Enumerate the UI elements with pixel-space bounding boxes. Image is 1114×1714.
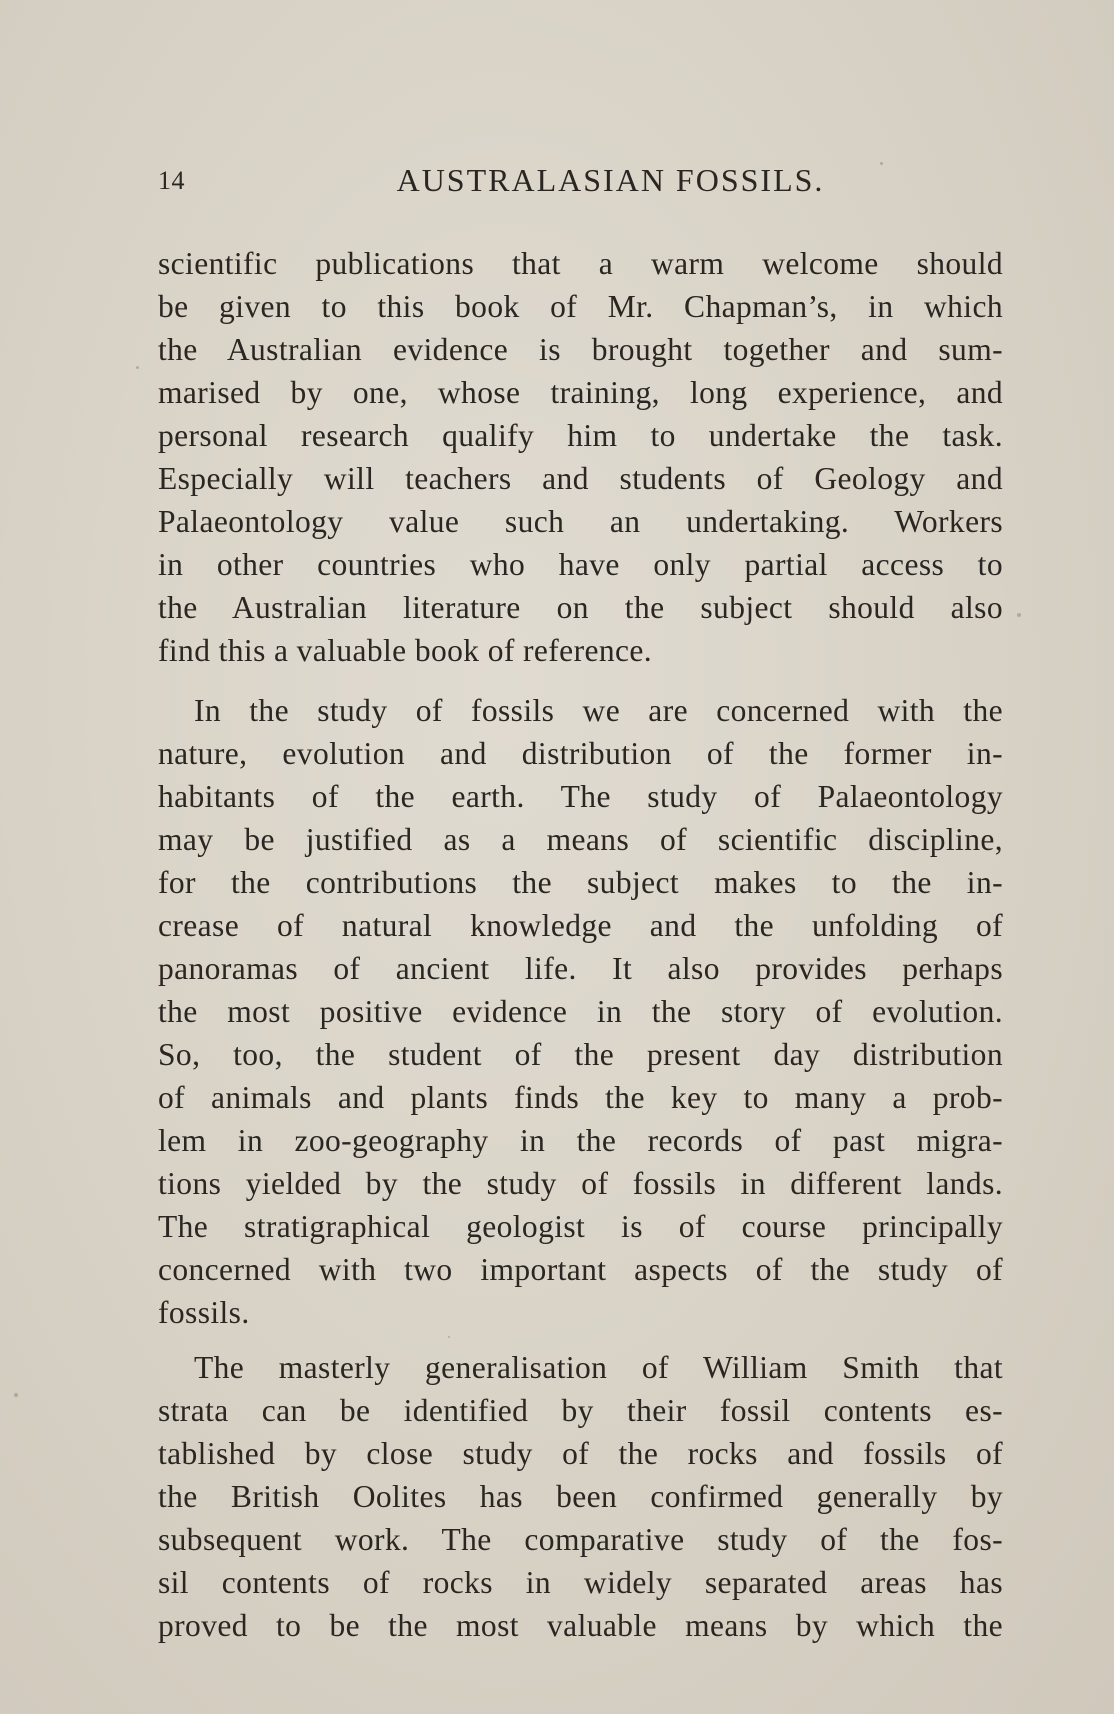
text-line: of animals and plants finds the key to many a prob- (158, 1080, 1003, 1115)
paragraph-3 (158, 1346, 1003, 1647)
text-line: in other countries who have only partial access to (158, 547, 1003, 582)
text-line: crease of natural knowledge and the unfolding of (158, 908, 1003, 943)
text-line: scientific publications that a warm welcome should (158, 246, 1003, 281)
body-text (158, 242, 1003, 1647)
text-line: tions yielded by the study of fossils in different lands. (158, 1166, 1003, 1201)
text-line: So, too, the student of the present day distribution (158, 1037, 1003, 1072)
text-line: the Australian evidence is brought together and sum- (158, 332, 1003, 367)
running-head (158, 162, 1003, 206)
text-line: nature, evolution and distribution of the former in- (158, 736, 1003, 771)
text-line: be given to this book of Mr. Chapman’s, in which (158, 289, 1003, 324)
page-number: 14 (158, 166, 185, 195)
text-line: for the contributions the subject makes to the in- (158, 865, 1003, 900)
text-line: the British Oolites has been confirmed generally by (158, 1479, 1003, 1514)
text-line: The masterly generalisation of William Smith that (194, 1350, 1003, 1385)
text-line: the Australian literature on the subject should also (158, 590, 1003, 625)
text-line: In the study of fossils we are concerned with the (194, 693, 1003, 728)
paper-speck (136, 366, 139, 369)
text-line: personal research qualify him to undertake the task. (158, 418, 1003, 453)
paper-speck (448, 1336, 450, 1338)
text-line: lem in zoo-geography in the records of past migra- (158, 1123, 1003, 1158)
text-line: Palaeontology value such an undertaking. Workers (158, 504, 1003, 539)
paragraph-2 (158, 689, 1003, 1334)
text-line: proved to be the most valuable means by which the (158, 1608, 1003, 1643)
text-line: strata can be identified by their fossil contents es- (158, 1393, 1003, 1428)
text-line: fossils. (158, 1295, 250, 1330)
text-line: Especially will teachers and students of Geology and (158, 461, 1003, 496)
text-line: marised by one, whose training, long experience, and (158, 375, 1003, 410)
text-line: may be justified as a means of scientific discipline, (158, 822, 1003, 857)
text-line: the most positive evidence in the story of evolution. (158, 994, 1003, 1029)
text-line: panoramas of ancient life. It also provides perhaps (158, 951, 1003, 986)
text-line: sil contents of rocks in widely separated areas has (158, 1565, 1003, 1600)
running-title: AUSTRALASIAN FOSSILS. (396, 162, 825, 198)
paper-speck (14, 1393, 18, 1397)
text-line: subsequent work. The comparative study of the fos- (158, 1522, 1003, 1557)
text-line: tablished by close study of the rocks and fossils of (158, 1436, 1003, 1471)
text-line: habitants of the earth. The study of Palaeontology (158, 779, 1003, 814)
paper-speck (1017, 613, 1021, 617)
paper-speck (880, 162, 883, 165)
text-line: find this a valuable book of reference. (158, 633, 653, 668)
paragraph-1 (158, 242, 1003, 672)
text-line: The stratigraphical geologist is of course principally (158, 1209, 1003, 1244)
text-line: concerned with two important aspects of the study of (158, 1252, 1003, 1287)
